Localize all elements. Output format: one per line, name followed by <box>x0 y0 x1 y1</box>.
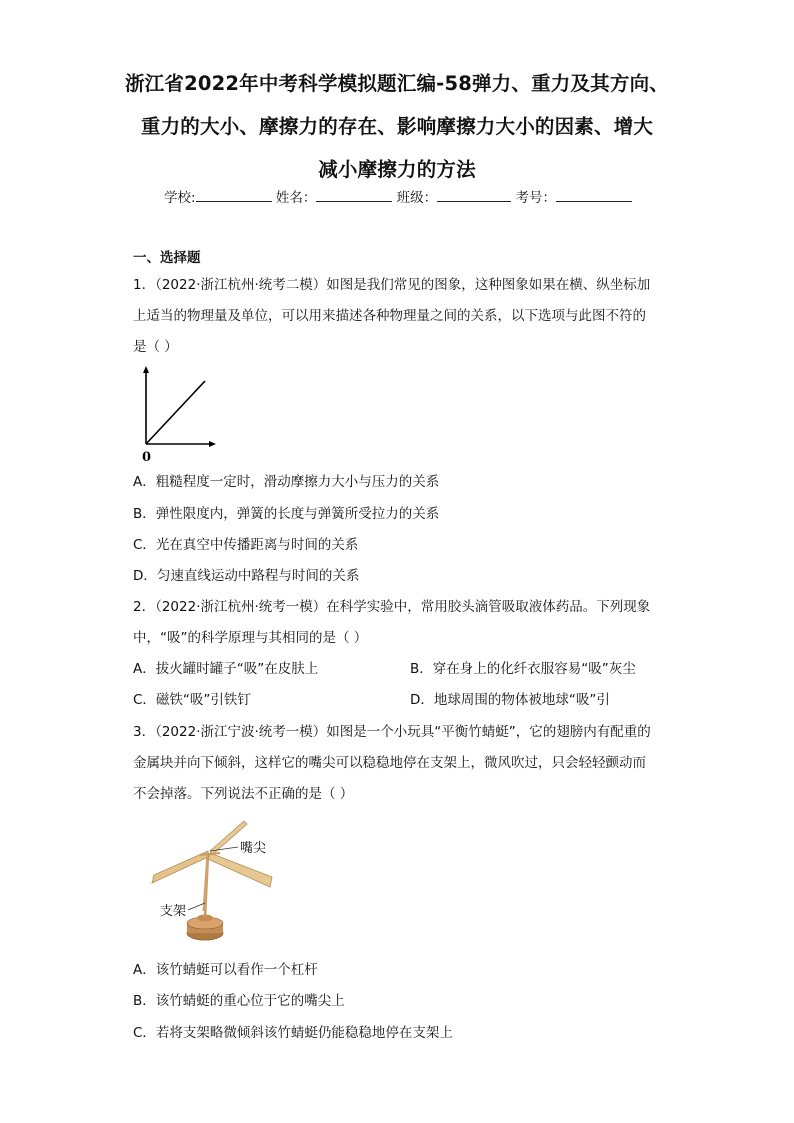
q2-text-2: 中，“吸”的科学原理与其相同的是（ ） <box>133 630 368 646</box>
q1-option-c[interactable]: C．光在真空中传播距离与时间的关系 <box>133 537 359 553</box>
right-wing-lower <box>208 853 272 887</box>
title-line-2: 重力的大小、摩擦力的存在、影响摩擦力大小的因素、增大 <box>140 115 654 138</box>
class-label: 班级： <box>396 190 438 206</box>
name-label: 姓名： <box>275 190 317 206</box>
q2-option-b[interactable]: B．穿在身上的化纤衣服容易“吸”灰尘 <box>410 661 636 677</box>
q2-option-a[interactable]: A．拔火罐时罐子“吸”在皮肤上 <box>133 661 319 677</box>
q3-text-3: 不会掉落。下列说法不正确的是（ ） <box>133 786 354 802</box>
beak-label: 嘴尖 <box>240 840 267 855</box>
y-axis-arrow <box>143 366 149 373</box>
stand-label: 支架 <box>160 903 187 918</box>
q3-text-1: 3．（2022·浙江宁波·统考一模）如图是一个小玩具“平衡竹蜻蜓”，它的翅膀内有配重的 <box>133 724 651 740</box>
origin-label: 0 <box>142 450 152 464</box>
name-blank[interactable] <box>316 187 392 202</box>
q1-option-b[interactable]: B．弹性限度内，弹簧的长度与弹簧所受拉力的关系 <box>133 506 440 522</box>
school-blank[interactable] <box>196 187 272 202</box>
class-blank[interactable] <box>437 187 511 202</box>
school-label: 学校: <box>164 190 196 206</box>
q3-option-b[interactable]: B．该竹蜻蜓的重心位于它的嘴尖上 <box>133 993 345 1009</box>
q2-option-c[interactable]: C．磁铁“吸”引铁钉 <box>133 692 251 708</box>
title-line-1: 浙江省2022年中考科学模拟题汇编-58弹力、重力及其方向、 <box>124 72 669 95</box>
title-line-3: 减小摩擦力的方法 <box>318 158 476 181</box>
stand-pointer <box>188 903 205 910</box>
q3-option-a[interactable]: A．该竹蜻蜓可以看作一个杠杆 <box>133 962 318 978</box>
q3-option-c[interactable]: C．若将支架略微倾斜该竹蜻蜓仍能稳稳地停在支架上 <box>133 1025 453 1041</box>
x-axis-arrow <box>209 441 216 447</box>
q1-text-1: 1．（2022·浙江杭州·统考二模）如图是我们常见的图象，这种图象如果在横、纵坐标加 <box>133 277 651 293</box>
q1-graph-figure <box>138 364 218 464</box>
q1-text-3: 是（ ） <box>133 339 178 355</box>
q2-option-d[interactable]: D．地球周围的物体被地球“吸”引 <box>410 692 610 708</box>
q1-text-2: 上适当的物理量及单位，可以用来描述各种物理量之间的关系，以下选项与此图不符的 <box>133 308 646 324</box>
left-wing <box>152 851 208 883</box>
bamboo-dragonfly-figure <box>150 815 280 947</box>
q1-option-d[interactable]: D．匀速直线运动中路程与时间的关系 <box>133 568 360 584</box>
number-blank[interactable] <box>556 187 632 202</box>
section-heading: 一、选择题 <box>133 250 201 266</box>
number-label: 考号： <box>515 190 556 206</box>
q3-text-2: 金属块并向下倾斜，这样它的嘴尖可以稳稳地停在支架上，微风吹过，只会轻轻颤动而 <box>133 755 646 771</box>
student-info <box>164 186 632 206</box>
q2-text-1: 2．（2022·浙江杭州·统考一模）在科学实验中，常用胶头滴管吸取液体药品。下列现象 <box>133 599 651 615</box>
q1-option-a[interactable]: A．粗糙程度一定时，滑动摩擦力大小与压力的关系 <box>133 474 440 490</box>
proportional-line <box>146 381 205 444</box>
dragonfly-body <box>204 853 208 911</box>
page-title <box>110 62 684 191</box>
